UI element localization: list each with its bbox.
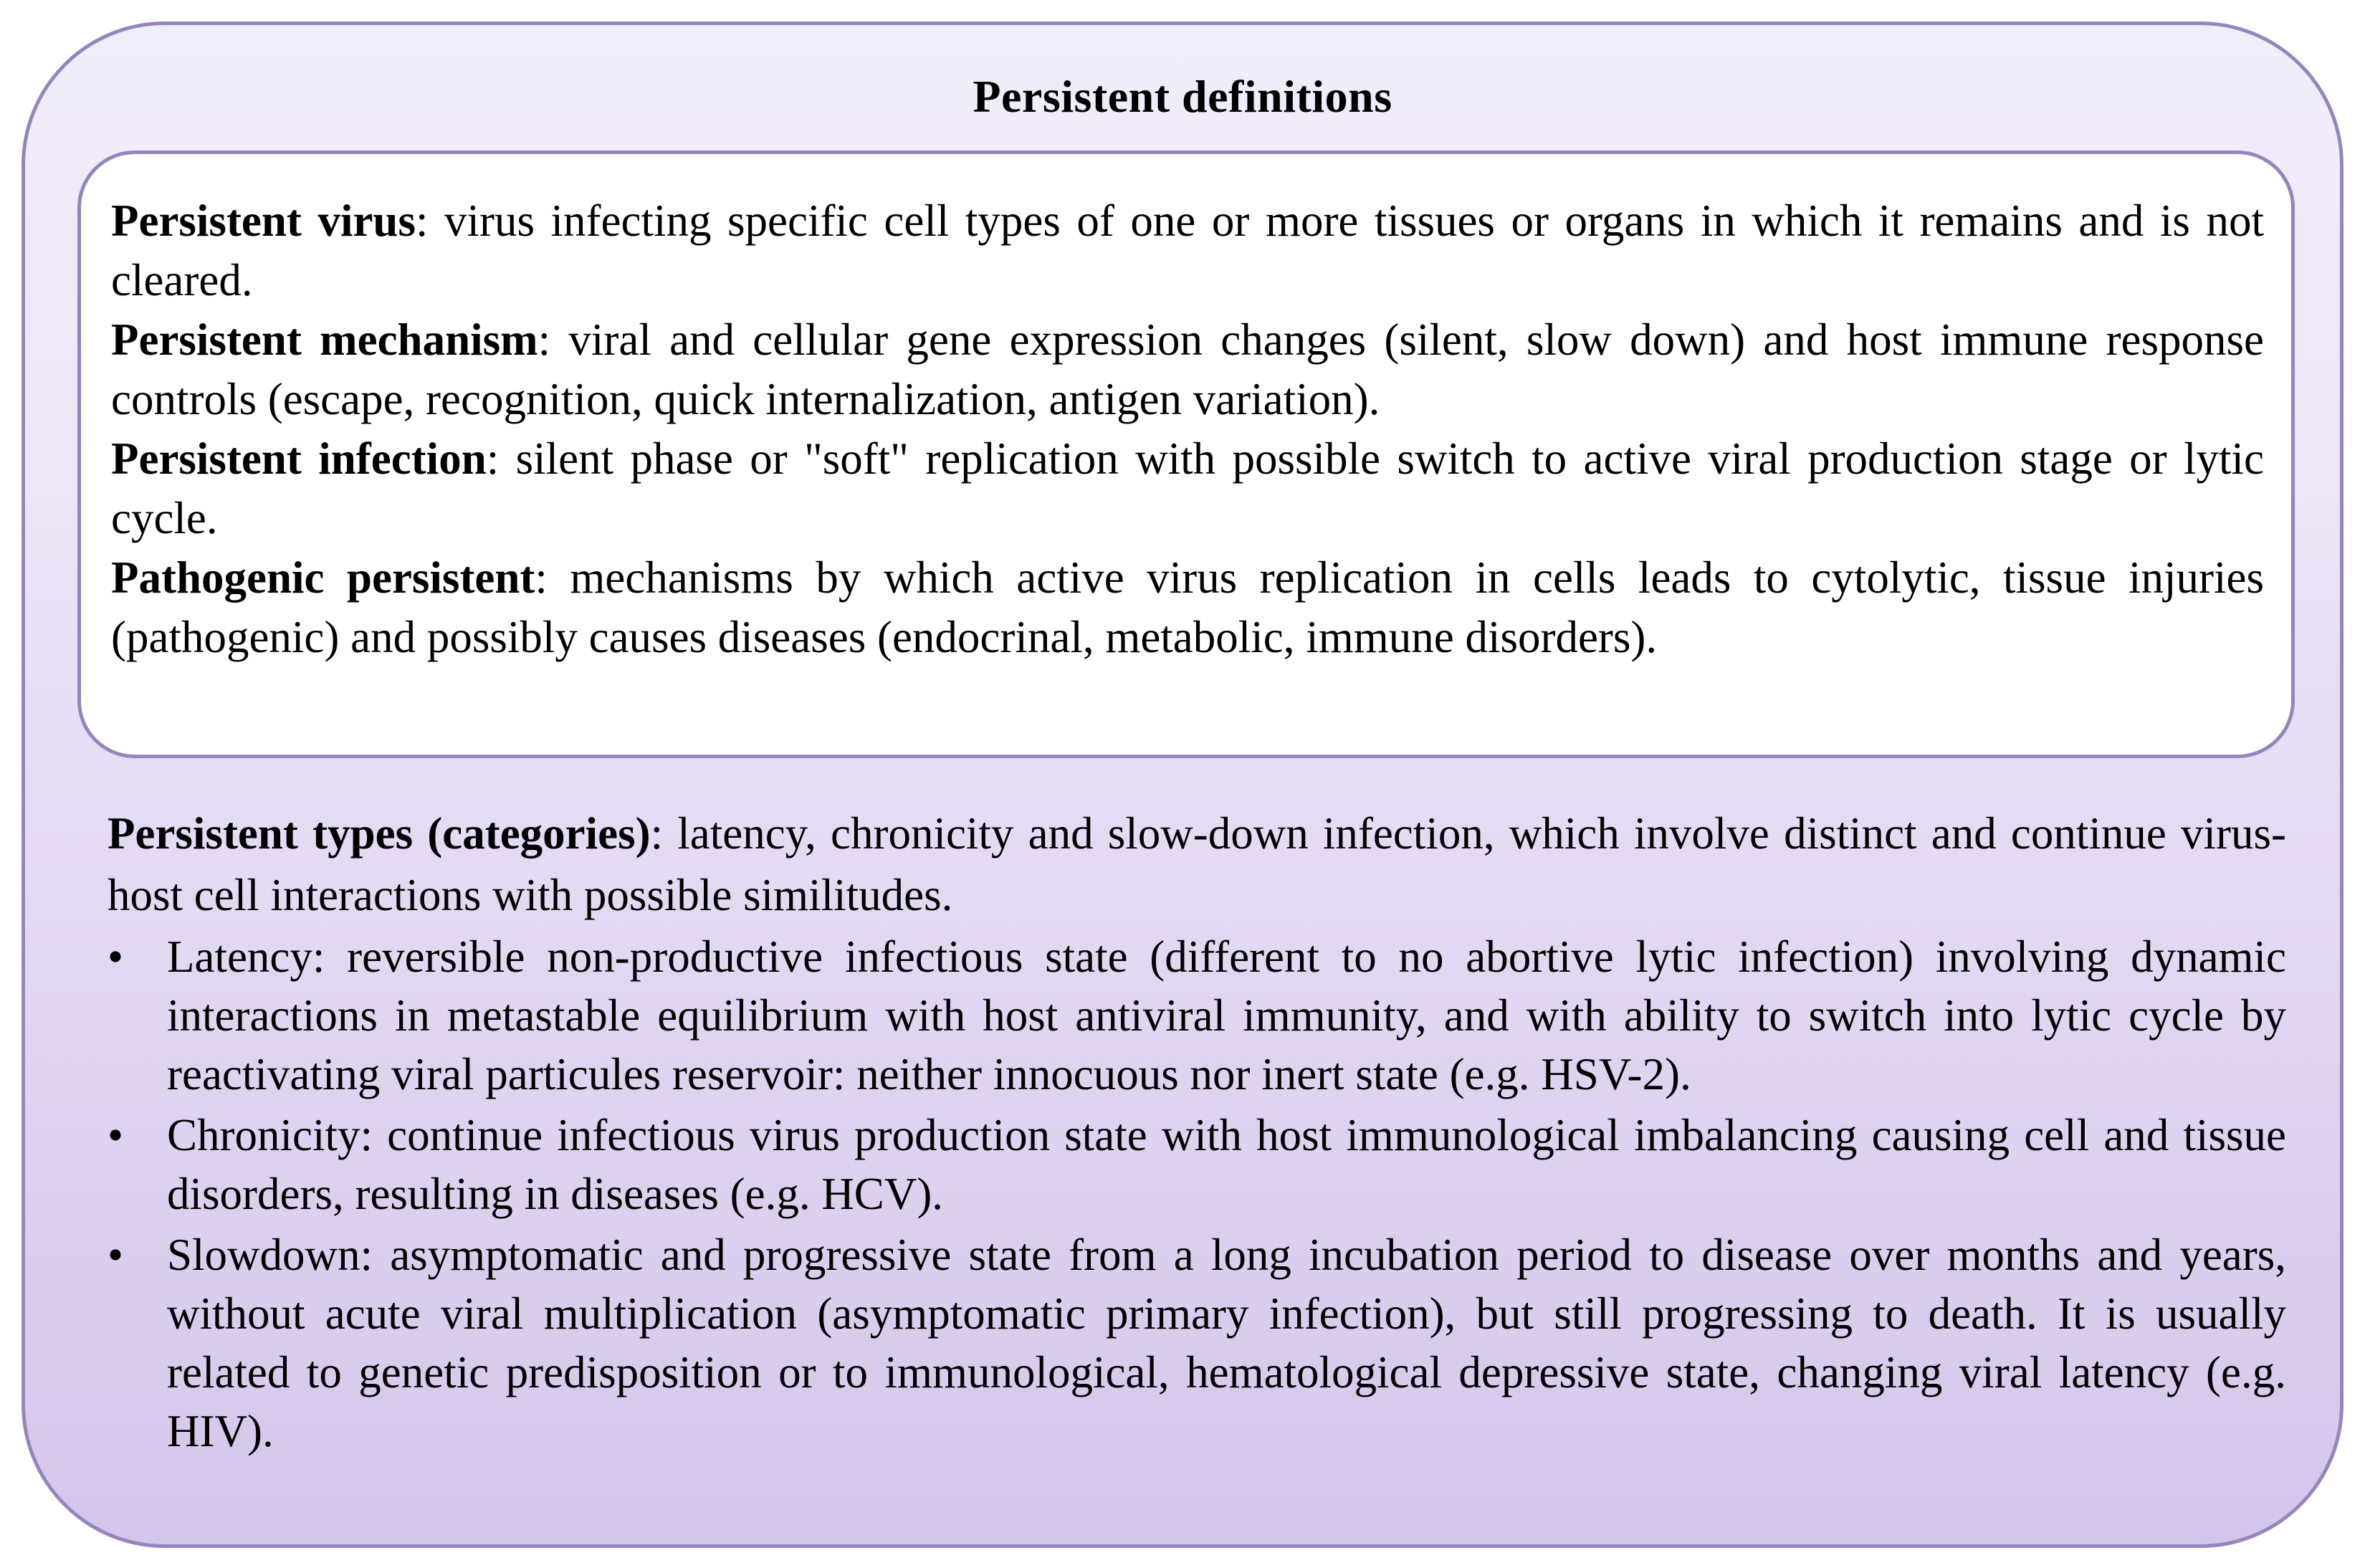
definition-term: Persistent mechanism — [111, 315, 538, 365]
definition-persistent-mechanism — [111, 310, 2264, 429]
definition-text: : virus infecting specific cell types of one or more tissues or organs in which it remains and is not cleared. — [111, 196, 2264, 305]
panel-title: Persistent definitions — [973, 71, 1392, 122]
list-item-slowdown — [108, 1225, 2286, 1461]
definition-persistent-virus — [111, 191, 2264, 310]
bullet-icon: • — [108, 1110, 124, 1160]
list-item-latency — [108, 927, 2286, 1104]
definition-term: Persistent infection — [111, 434, 487, 484]
types-text: : latency, chronicity and slow-down infection, which involve distinct and continue virus-host cell interactions with possible similitudes. — [108, 808, 2286, 920]
definition-text: : mechanisms by which active virus replication in cells leads to cytolytic, tissue injuries (pathogenic) and possibly causes diseases (endocrinal, metabolic, immune disorders). — [111, 553, 2264, 662]
bullet-icon: • — [108, 1230, 124, 1280]
persistent-definitions-panel — [22, 21, 2344, 1548]
bullet-icon: • — [108, 932, 124, 982]
definition-term: Persistent virus — [111, 196, 416, 246]
persistent-types-list — [108, 927, 2286, 1461]
list-item-text: Slowdown: asymptomatic and progressive state from a long incubation period to disease over months and years, without acute viral multiplication (asymptomatic primary infection), but still progressing to death. It is usually related to genetic predisposition or to immunological, hematological depressive state, changing viral latency (e.g. HIV). — [167, 1230, 2286, 1456]
definition-persistent-infection — [111, 429, 2264, 548]
persistent-types-intro — [108, 803, 2286, 926]
persistent-types-section — [108, 803, 2286, 1463]
list-item-chronicity — [108, 1106, 2286, 1223]
definition-pathogenic-persistent — [111, 548, 2264, 667]
list-item-text: Latency: reversible non-productive infectious state (different to no abortive lytic infection) involving dynamic interactions in metastable equilibrium with host antiviral immunity, and with ability to switch into lytic cycle by reactivating viral particules reservoir: neither innocuous nor inert state (e.g. HSV-2). — [167, 932, 2286, 1099]
definition-term: Pathogenic persistent — [111, 553, 535, 603]
definition-text: : silent phase or "soft" replication with possible switch to active viral production stage or lytic cycle. — [111, 434, 2264, 543]
definition-text: : viral and cellular gene expression changes (silent, slow down) and host immune response controls (escape, recognition, quick internalization, antigen variation). — [111, 315, 2265, 424]
types-term: Persistent types (categories) — [108, 808, 651, 859]
definitions-box — [77, 150, 2295, 758]
list-item-text: Chronicity: continue infectious virus production state with host immunological imbalancing causing cell and tissue disorders, resulting in diseases (e.g. HCV). — [167, 1110, 2286, 1219]
